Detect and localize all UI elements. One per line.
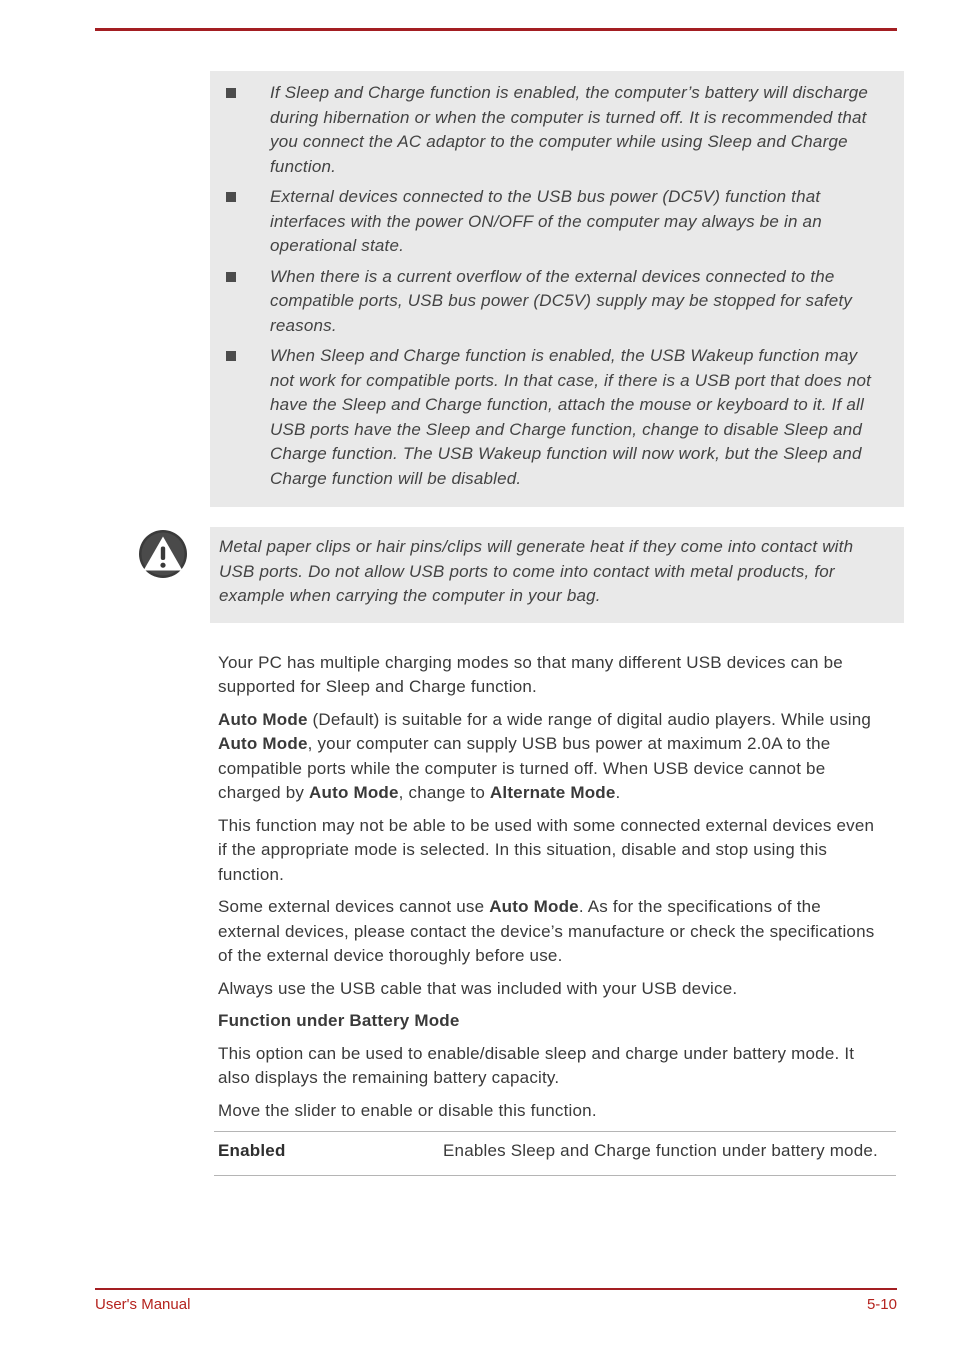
note-bullet-text: External devices connected to the USB bus power (DC5V) function that interfaces with the power ON/OFF of the computer may always be in an operational state. — [270, 187, 822, 255]
caution-box — [210, 527, 904, 623]
note-box — [210, 71, 904, 507]
body-paragraph: Always use the USB cable that was included with your USB device. — [218, 978, 738, 998]
warning-triangle-icon — [138, 529, 188, 579]
note-bullet-text: When there is a current overflow of the external devices connected to the compatible ports, USB bus power (DC5V) supply may be stopped for safety reasons. — [270, 266, 853, 335]
section-heading: Function under Battery Mode — [218, 1011, 460, 1030]
warning-triangle-icon — [138, 529, 188, 579]
caution-text: Metal paper clips or hair pins/clips will generate heat if they come into contact with USB ports. Do not allow USB ports to come into contact with metal products, for example when carrying the computer in your bag. — [219, 537, 854, 605]
caution-section — [210, 527, 904, 623]
footer-doc-title: User's Manual — [95, 1296, 191, 1313]
body-section — [210, 651, 904, 1124]
table-cell-label: Enabled — [218, 1141, 286, 1160]
footer-divider — [95, 1288, 897, 1290]
battery-mode-table — [214, 1131, 896, 1176]
table-row — [214, 1132, 896, 1175]
body-paragraph: This option can be used to enable/disable sleep and charge under battery mode. It also displays the remaining battery capacity. — [218, 1043, 855, 1087]
table-cell-description: Enables Sleep and Charge function under battery mode. — [443, 1141, 878, 1160]
note-bullet — [218, 81, 894, 179]
bullet-square-icon — [226, 351, 236, 361]
page-content — [210, 71, 904, 1176]
top-divider — [95, 28, 897, 31]
note-bullet — [218, 265, 894, 339]
bullet-square-icon — [226, 272, 236, 282]
body-paragraph: Move the slider to enable or disable this function. — [218, 1100, 597, 1120]
body-paragraph: Some external devices cannot use Auto Mode. As for the specifications of the external devices, please contact the device’s manufacture or check the specifications of the external device thoroughly before use. — [218, 897, 875, 965]
body-paragraph: This function may not be able to be used with some connected external devices even if the appropriate mode is selected. In this situation, disable and stop using this function. — [218, 815, 875, 884]
bullet-square-icon — [226, 88, 236, 98]
bullet-square-icon — [226, 192, 236, 202]
note-bullet — [218, 344, 894, 491]
body-paragraph: Your PC has multiple charging modes so that many different USB devices can be supported for Sleep and Charge function. — [218, 652, 843, 696]
note-bullet-text: If Sleep and Charge function is enabled, the computer’s battery will discharge during hibernation or when the computer is turned off. It is recommended that you connect the AC adaptor to the computer while using Sleep and Charge function. — [270, 83, 869, 176]
body-paragraph: Auto Mode (Default) is suitable for a wide range of digital audio players. While using Auto Mode, your computer can supply USB bus power at maximum 2.0A to the compatible ports while the computer is turned off. When USB device cannot be charged by Auto Mode, change to Alternate Mode. — [218, 709, 872, 802]
note-bullet-text: When Sleep and Charge function is enabled, the USB Wakeup function may not work for compatible ports. In that case, if there is a USB port that does not have the Sleep and Charge function, attach the mouse or keyboard to it. If all USB ports have the Sleep and Charge function, change to disable Sleep and Charge function. The USB Wakeup function will now work, but the Sleep and Charge function will be disabled. — [270, 346, 872, 488]
footer-page-number: 5-10 — [866, 1296, 897, 1313]
note-bullet — [218, 185, 894, 259]
